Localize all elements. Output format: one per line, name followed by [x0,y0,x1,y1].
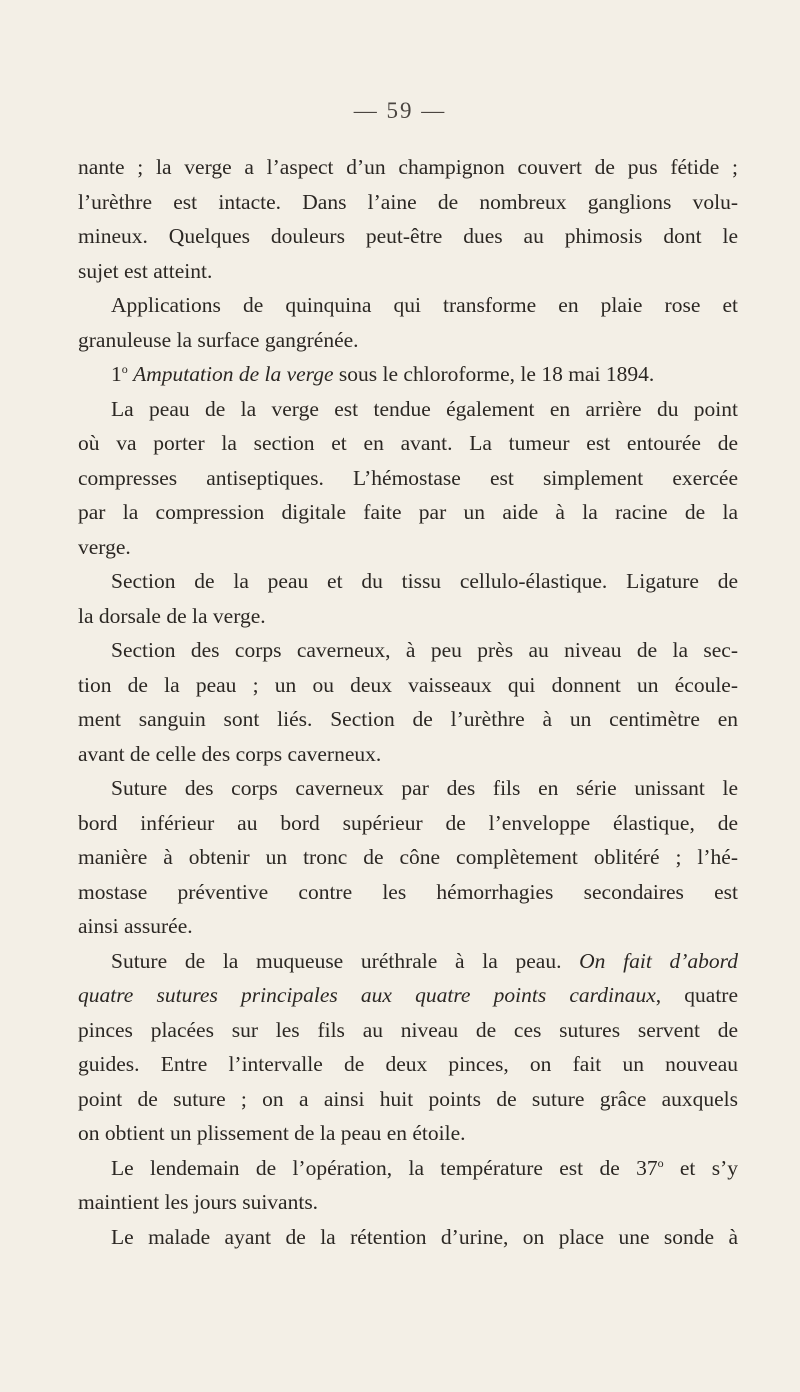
text-line: on obtient un plissement de la peau en étoile. [78,1121,466,1145]
paragraph-4 [78,392,738,565]
text-line: mineux. Quelques douleurs peut-être dues au phimosis dont le [78,224,738,248]
paragraph-3 [78,357,738,392]
text-line: verge. [78,534,131,559]
paragraph-1 [78,150,738,288]
text-run: , quatre [655,983,738,1007]
italic-run: On fait d’abord [579,948,738,973]
text-line: la dorsale de la verge. [78,603,266,628]
paragraph-2 [78,288,738,357]
text-run: sous le chloroforme, le 18 mai 1894. [338,362,655,386]
text-line: ment sanguin sont liés. Section de l’urèthre à un centimètre en [78,707,738,731]
paragraph-9 [78,1151,738,1220]
text-run: Le lendemain de l’opération, la température est de 37 [111,1155,658,1180]
text-line: sujet est atteint. [78,258,213,283]
text-line: l’urèthre est intacte. Dans l’aine de nombreux ganglions volu- [78,189,738,214]
text-line: avant de celle des corps caverneux. [78,741,382,766]
paragraph-6 [78,633,738,771]
text-line: nante ; la verge a l’aspect d’un champignon couvert de pus fétide ; [78,155,738,179]
text-line: mostase préventive contre les hémorrhagies secondaires est [78,879,738,904]
text-line: bord inférieur au bord supérieur de l’enveloppe élastique, de [78,810,738,835]
text-line: ainsi assurée. [78,914,193,938]
text-line: manière à obtenir un tronc de cône complètement oblitéré ; l’hé- [78,845,738,869]
text-run: Suture de la muqueuse uréthrale à la peau. [111,948,562,973]
paragraph-8 [78,944,738,1151]
text-line [78,978,738,1013]
page-number: — 59 — [353,98,447,123]
text-line [78,357,738,392]
text-line: Le malade ayant de la rétention d’urine, on place une sonde à [111,1224,738,1249]
body-text [78,150,738,1254]
section-number: 1 [111,362,122,386]
text-line: La peau de la verge est tendue également en arrière du point [111,396,738,421]
text-line: Suture des corps caverneux par des fils en série unissant le [111,776,738,800]
text-line: où va porter la section et en avant. La tumeur est entourée de [78,431,738,455]
section-title: Amputation de la verge [133,362,334,386]
text-line: tion de la peau ; un ou deux vaisseaux qui donnent un écoule- [78,672,738,697]
text-line [78,1151,738,1186]
text-line: par la compression digitale faite par un aide à la racine de la [78,500,738,524]
paragraph-10 [78,1220,738,1255]
text-line: Section des corps caverneux, à peu près au niveau de la sec- [111,638,738,662]
degree-sup: o [657,1155,664,1170]
text-line: Applications de quinquina qui transforme en plaie rose et [111,293,738,317]
section-number-sup: o [121,362,128,376]
text-line: point de suture ; on a ainsi huit points de suture grâce auxquels [78,1086,738,1111]
text-line [78,944,738,979]
paragraph-7 [78,771,738,944]
text-run: et s’y [663,1155,738,1180]
text-line: pinces placées sur les fils au niveau de ces sutures servent de [78,1017,738,1042]
text-line: granuleuse la surface gangrénée. [78,327,359,352]
text-line: Section de la peau et du tissu cellulo-élastique. Ligature de [111,569,738,593]
text-line: guides. Entre l’intervalle de deux pinces, on fait un nouveau [78,1052,738,1076]
paragraph-5 [78,564,738,633]
italic-run: quatre sutures principales aux quatre points cardinaux [78,983,656,1007]
text-line: maintient les jours suivants. [78,1190,319,1214]
text-line: compresses antiseptiques. L’hémostase est simplement exercée [78,465,738,490]
